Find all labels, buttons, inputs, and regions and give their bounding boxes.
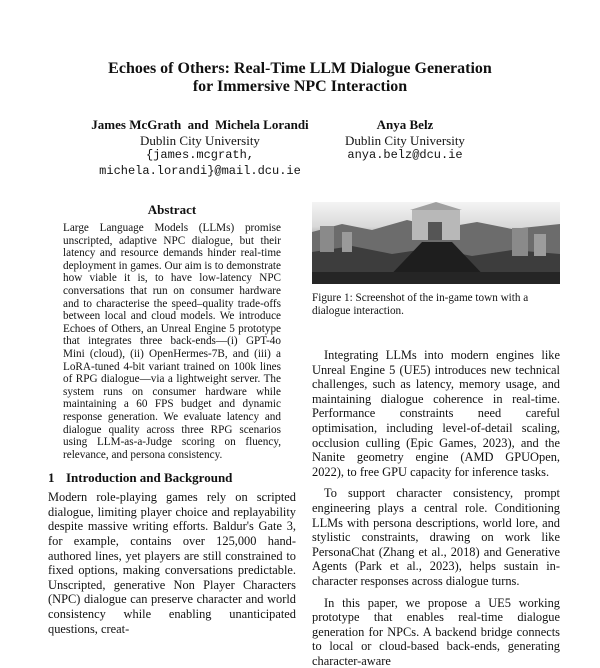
abstract-heading: Abstract	[48, 202, 296, 218]
section-number: 1	[48, 470, 66, 486]
body-paragraph: Integrating LLMs into modern engines like Unreal Engine 5 (UE5) introduces new technical challenges, such as latency, memory usage, and maintaining dialogue coherence in real-time. Performance constraints need careful optimisation, including level-of-detail scaling, occlusion culling (Epic Games, 2023), and the Nanite geometry engine (AMD GPUOpen, 2022), to free GPU capacity for inference tasks.	[312, 348, 560, 479]
section-heading	[48, 470, 296, 486]
body-paragraph: In this paper, we propose a UE5 working prototype that enables real-time dialogue generation for NPCs. A backend bridge connects to local or cloud-based back-ends, generating character-aware	[312, 596, 560, 668]
author-email: anya.belz@dcu.ie	[335, 148, 475, 164]
section-title: Introduction and Background	[66, 470, 232, 485]
title-line-2: for Immersive NPC Interaction	[60, 78, 540, 96]
title-line-1: Echoes of Others: Real-Time LLM Dialogue Generation	[60, 60, 540, 78]
author-block-2	[335, 117, 475, 164]
intro-paragraph: Modern role-playing games rely on scripted dialogue, limiting player choice and replayability despite massive writing efforts. Baldur's Gate 3, for example, contains over 125,000 hand-authored lines, yet players are still constrained to fixed options, making conversations predictable. Unscripted, generative Non Player Characters (NPC) dialogue can preserve character and world consistency while enabling unanticipated questions, creat-	[48, 490, 296, 636]
figure-caption: Figure 1: Screenshot of the in-game town with a dialogue interaction.	[312, 292, 560, 318]
author-affiliation: Dublin City University	[55, 133, 345, 149]
right-body	[312, 348, 560, 668]
town-screenshot-icon	[312, 202, 560, 284]
figure-graphic	[312, 202, 560, 284]
paper-title	[60, 60, 540, 96]
left-column	[48, 202, 296, 636]
author-email: {james.mcgrath, michela.lorandi}@mail.dcu.ie	[55, 148, 345, 179]
body-paragraph: To support character consistency, prompt engineering plays a central role. Conditioning LLMs with persona descriptions, world lore, and stylistic constraints, drawing on work like PersonaChat (Zhang et al., 2018) and Generative Agents (Park et al., 2023), helps sustain in-character responses across dialogue turns.	[312, 486, 560, 588]
right-column	[312, 202, 560, 668]
author-block-1	[55, 117, 345, 179]
author-names: Anya Belz	[335, 117, 475, 133]
author-names: James McGrath and Michela Lorandi	[55, 117, 345, 133]
author-affiliation: Dublin City University	[335, 133, 475, 149]
abstract-text: Large Language Models (LLMs) promise unscripted, adaptive NPC dialogue, but their latency and resource demands hinder real-time deployment in games. Our aim is to demonstrate how viable it is, to have low-latency NPC conversations that run on consumer hardware and to characterise the speed–quality trade-offs between local and cloud models. We introduce Echoes of Others, an Unreal Engine 5 prototype that integrates three back-ends—(i) GPT-4o Mini (cloud), (ii) OpenHermes-7B, and (iii) a LoRA-tuned 4-bit variant trained on 100k lines of RPG dialogue—via a lightweight server. The system runs on consumer hardware while maintaining a 60 FPS budget and dynamic response generation. We evaluate latency and dialogue quality across three RPG scenarios using LLM-as-a-Judge scoring on fluency, relevance, and persona consistency.	[63, 222, 281, 461]
